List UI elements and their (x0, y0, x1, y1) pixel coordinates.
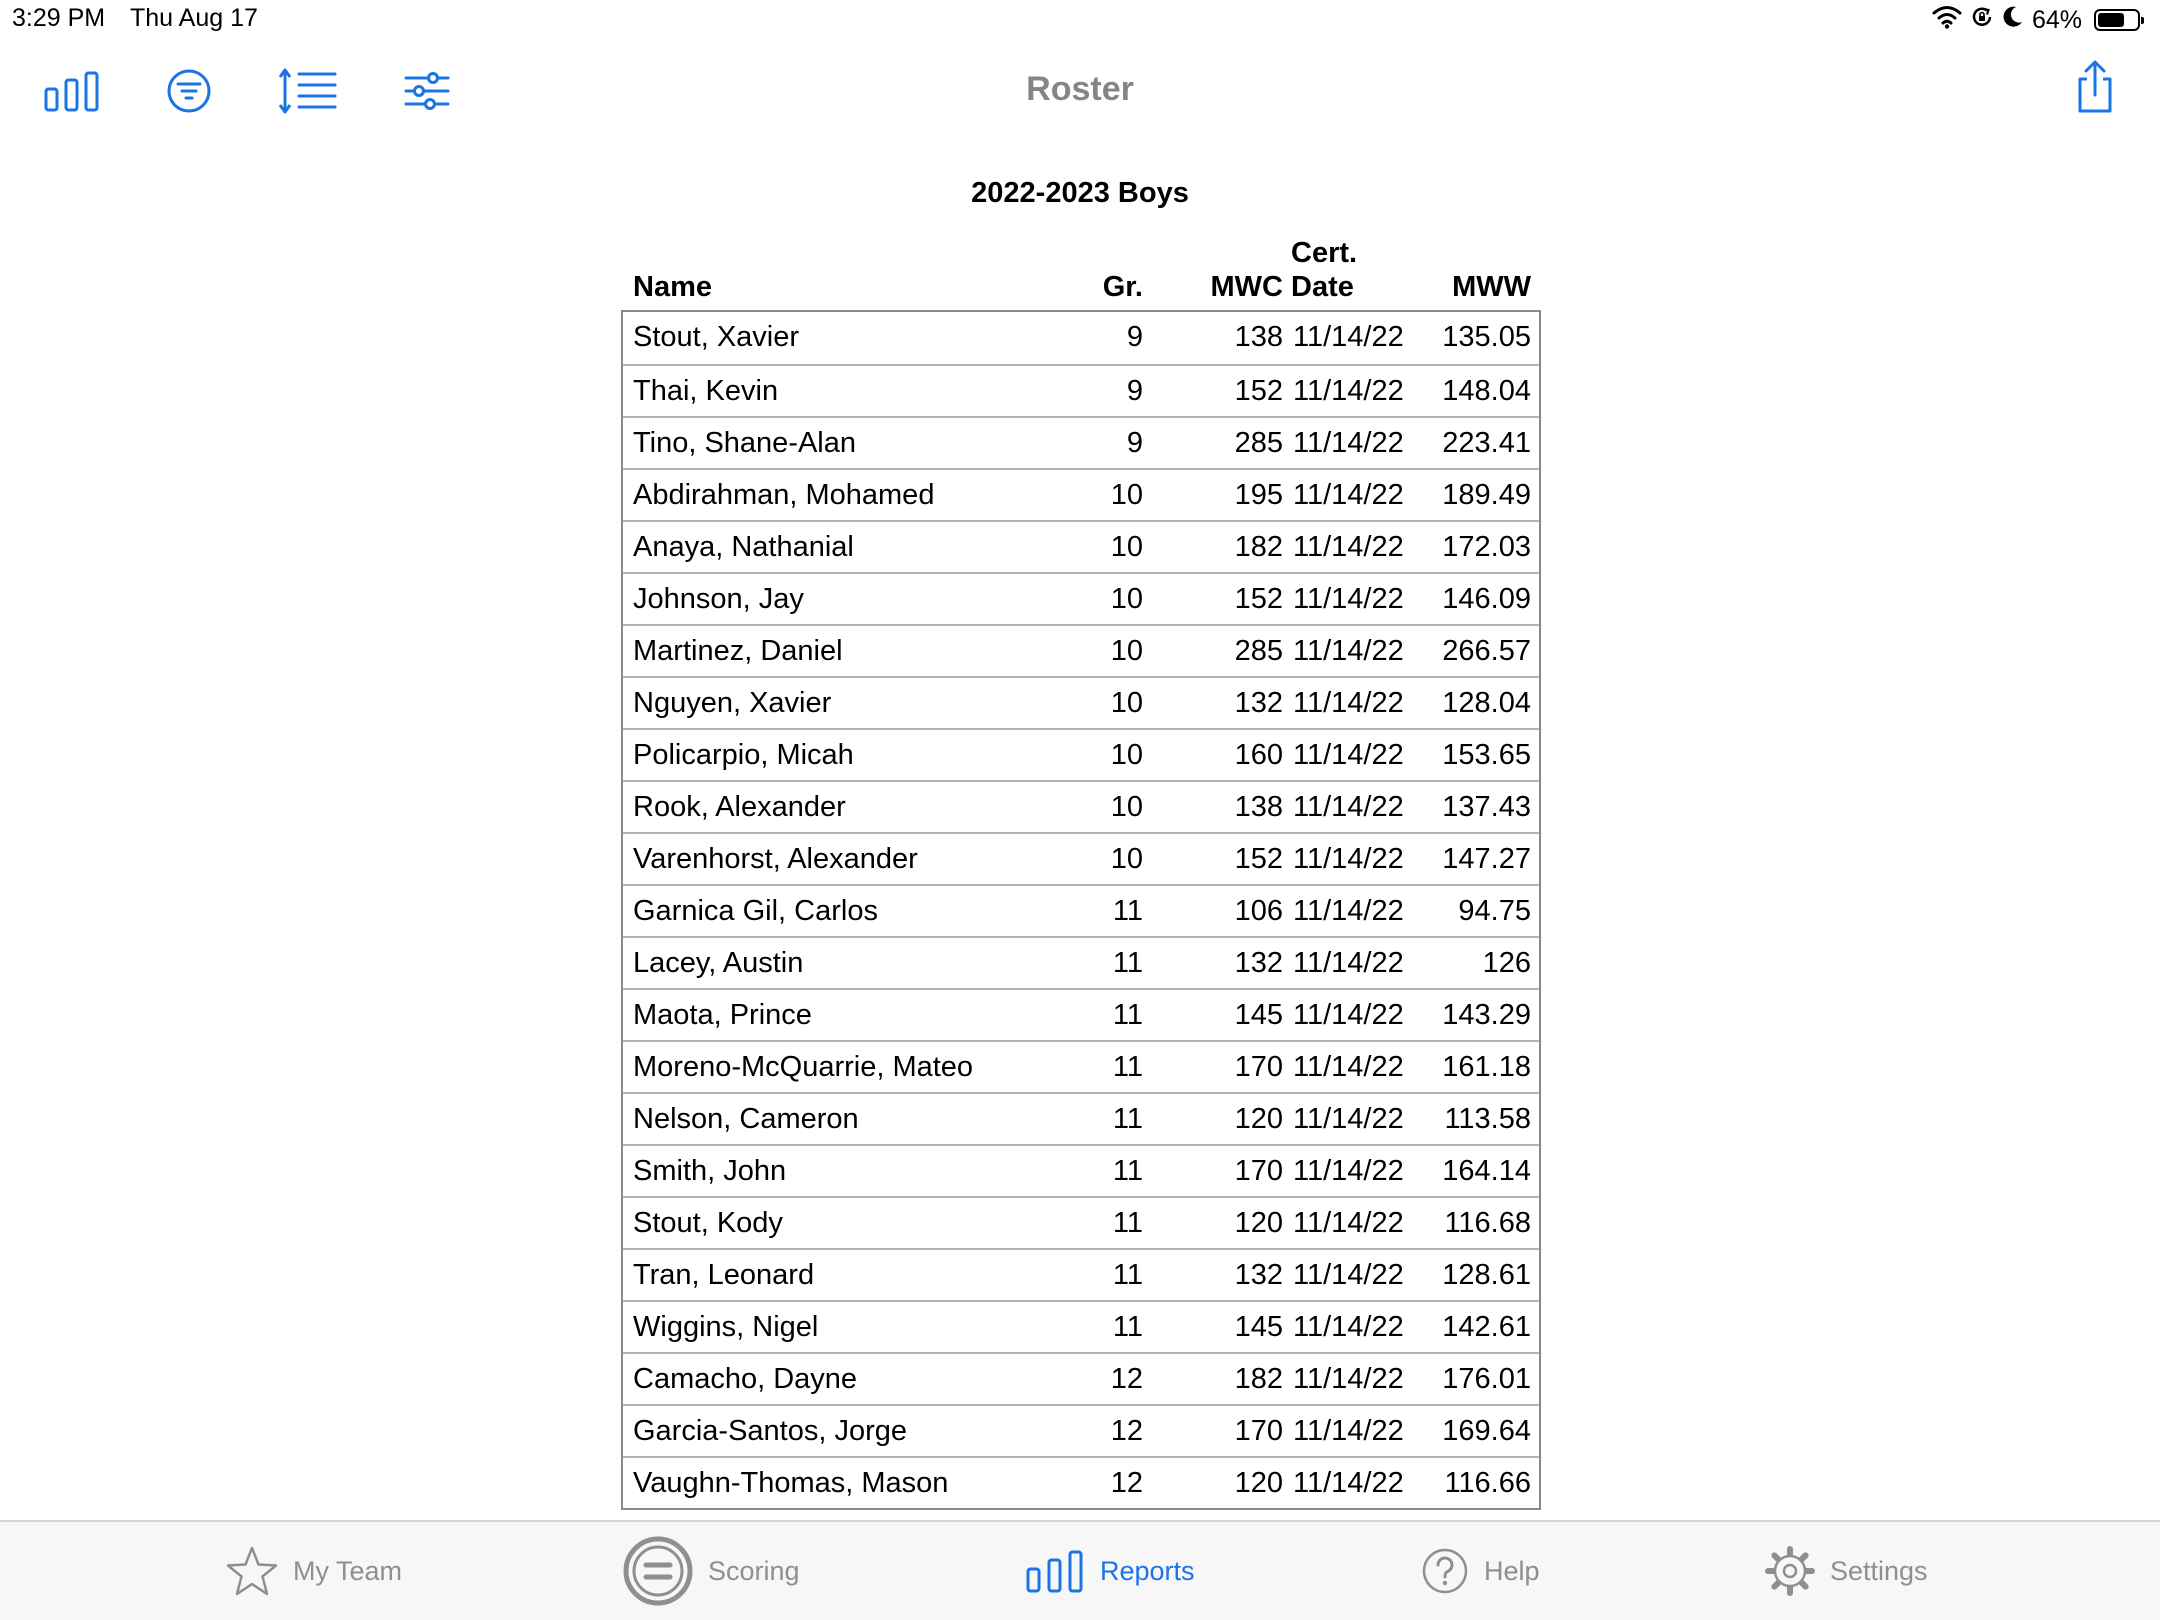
table-header (621, 230, 1541, 310)
cell-cert-date: 11/14/22 (1293, 895, 1404, 927)
cell-mwc: 138 (1234, 791, 1283, 823)
table-row (623, 832, 1539, 884)
cell-mwc: 120 (1234, 1467, 1283, 1499)
cell-grade: 10 (1110, 687, 1143, 719)
cell-cert-date: 11/14/22 (1293, 635, 1404, 667)
cell-grade: 11 (1112, 895, 1143, 927)
cell-name: Maota, Prince (633, 999, 812, 1031)
table-row (623, 1144, 1539, 1196)
table-row (623, 312, 1539, 364)
cell-grade: 10 (1110, 843, 1143, 875)
cell-grade: 9 (1126, 427, 1143, 459)
question-circle-icon (1420, 1546, 1470, 1596)
table-row (623, 1196, 1539, 1248)
cell-mww: 164.14 (1442, 1155, 1531, 1187)
cell-name: Wiggins, Nigel (633, 1311, 819, 1343)
tab-bar (0, 1520, 2160, 1620)
cell-name: Smith, John (633, 1155, 787, 1187)
cell-mww: 148.04 (1442, 375, 1531, 407)
cell-mww: 137.43 (1442, 791, 1531, 823)
cell-name: Moreno-McQuarrie, Mateo (633, 1051, 974, 1083)
table-row (623, 1404, 1539, 1456)
cell-mwc: 285 (1234, 635, 1283, 667)
column-header-name: Name (633, 271, 712, 303)
status-time: 3:29 PM (12, 4, 106, 32)
cell-grade: 11 (1112, 1103, 1143, 1135)
cell-grade: 11 (1112, 1155, 1143, 1187)
cell-cert-date: 11/14/22 (1293, 947, 1404, 979)
cell-grade: 10 (1110, 791, 1143, 823)
cell-name: Garnica Gil, Carlos (633, 895, 878, 927)
cell-grade: 11 (1112, 1207, 1143, 1239)
cell-grade: 11 (1112, 1259, 1143, 1291)
tab-help[interactable] (1420, 1536, 1540, 1606)
cell-grade: 9 (1126, 321, 1143, 353)
star-icon (225, 1545, 279, 1597)
cell-name: Abdirahman, Mohamed (633, 479, 935, 511)
cell-name: Stout, Xavier (633, 321, 800, 353)
table-row (623, 728, 1539, 780)
page-title: Roster (1026, 70, 1134, 108)
cell-mww: 116.68 (1444, 1207, 1531, 1239)
bar-chart-icon (1024, 1548, 1086, 1594)
cell-cert-date: 11/14/22 (1293, 1415, 1404, 1447)
gear-icon (1764, 1545, 1816, 1597)
cell-mww: 135.05 (1442, 321, 1531, 353)
cell-name: Nguyen, Xavier (633, 687, 832, 719)
battery-icon (2094, 9, 2140, 31)
cell-grade: 10 (1110, 583, 1143, 615)
cell-cert-date: 11/14/22 (1293, 843, 1404, 875)
cell-cert-date: 11/14/22 (1293, 1103, 1404, 1135)
cell-mwc: 138 (1234, 321, 1283, 353)
cell-name: Vaughn-Thomas, Mason (633, 1467, 949, 1499)
cert-date-line2: Date (1291, 271, 1354, 303)
cell-mwc: 160 (1234, 739, 1283, 771)
cell-grade: 11 (1112, 947, 1143, 979)
cell-cert-date: 11/14/22 (1293, 1467, 1404, 1499)
table-row (623, 1352, 1539, 1404)
wifi-icon (1932, 5, 1962, 36)
cell-mww: 266.57 (1442, 635, 1531, 667)
share-icon (2072, 59, 2118, 115)
table-row (623, 572, 1539, 624)
cell-mww: 172.03 (1442, 531, 1531, 563)
cell-grade: 11 (1112, 1051, 1143, 1083)
cell-grade: 10 (1110, 739, 1143, 771)
cell-grade: 10 (1110, 479, 1143, 511)
cell-mwc: 152 (1234, 583, 1283, 615)
table-row (623, 780, 1539, 832)
cell-mwc: 170 (1234, 1155, 1283, 1187)
column-header-cert-date (1281, 236, 1431, 304)
cell-mwc: 152 (1234, 843, 1283, 875)
cell-mww: 116.66 (1444, 1467, 1531, 1499)
table-row (623, 1092, 1539, 1144)
cell-grade: 9 (1126, 375, 1143, 407)
roster-table (621, 230, 1541, 1510)
cell-mwc: 120 (1234, 1103, 1283, 1135)
cell-cert-date: 11/14/22 (1293, 531, 1404, 563)
cell-mww: 169.64 (1442, 1415, 1531, 1447)
cell-name: Thai, Kevin (633, 375, 779, 407)
tab-label-help: Help (1484, 1555, 1540, 1586)
cell-cert-date: 11/14/22 (1293, 1311, 1404, 1343)
cell-mww: 128.61 (1442, 1259, 1531, 1291)
table-body (621, 310, 1541, 1510)
table-row (623, 1040, 1539, 1092)
cell-cert-date: 11/14/22 (1293, 1155, 1404, 1187)
cell-name: Martinez, Daniel (633, 635, 843, 667)
battery-percent: 64% (2031, 5, 2082, 34)
cell-mwc: 120 (1234, 1207, 1283, 1239)
table-row (623, 624, 1539, 676)
tab-label-settings: Settings (1830, 1555, 1928, 1586)
cell-name: Rook, Alexander (633, 791, 846, 823)
cell-mww: 128.04 (1442, 687, 1531, 719)
cell-cert-date: 11/14/22 (1293, 321, 1404, 353)
cell-mww: 147.27 (1442, 843, 1531, 875)
cell-mwc: 145 (1234, 999, 1283, 1031)
column-header-mwc: MWC (1210, 271, 1283, 303)
cell-cert-date: 11/14/22 (1293, 791, 1404, 823)
table-row (623, 884, 1539, 936)
tab-settings[interactable] (1764, 1536, 1928, 1606)
cell-mwc: 132 (1234, 947, 1283, 979)
cell-mww: 153.65 (1442, 739, 1531, 771)
cell-grade: 12 (1110, 1415, 1143, 1447)
cell-mww: 142.61 (1442, 1311, 1531, 1343)
cell-name: Tran, Leonard (633, 1259, 815, 1291)
cell-mwc: 285 (1234, 427, 1283, 459)
cell-grade: 11 (1112, 999, 1143, 1031)
cell-grade: 10 (1110, 531, 1143, 563)
tab-label-reports: Reports (1100, 1555, 1195, 1586)
cell-name: Varenhorst, Alexander (633, 843, 918, 875)
cell-cert-date: 11/14/22 (1293, 999, 1404, 1031)
table-row (623, 364, 1539, 416)
cell-grade: 12 (1110, 1363, 1143, 1395)
cell-mww: 143.29 (1442, 999, 1531, 1031)
cell-mwc: 152 (1234, 375, 1283, 407)
status-date: Thu Aug 17 (130, 4, 258, 32)
cell-mwc: 106 (1234, 895, 1283, 927)
cell-mwc: 182 (1234, 1363, 1283, 1395)
table-row (623, 676, 1539, 728)
scoring-icon (622, 1535, 694, 1607)
cell-mwc: 145 (1234, 1311, 1283, 1343)
cell-name: Garcia-Santos, Jorge (633, 1415, 908, 1447)
table-row (623, 1248, 1539, 1300)
table-row (623, 416, 1539, 468)
status-indicators (1932, 4, 2140, 36)
cell-grade: 12 (1110, 1467, 1143, 1499)
tab-scoring[interactable] (622, 1536, 800, 1606)
tab-label-my-team: My Team (293, 1555, 403, 1586)
cell-cert-date: 11/14/22 (1293, 583, 1404, 615)
cell-cert-date: 11/14/22 (1293, 479, 1404, 511)
cell-name: Policarpio, Micah (633, 739, 854, 771)
cell-cert-date: 11/14/22 (1293, 739, 1404, 771)
cell-cert-date: 11/14/22 (1293, 687, 1404, 719)
cell-cert-date: 11/14/22 (1293, 1207, 1404, 1239)
cell-name: Johnson, Jay (633, 583, 804, 615)
cell-mwc: 132 (1234, 687, 1283, 719)
table-row (623, 468, 1539, 520)
tab-my-team[interactable] (225, 1536, 402, 1606)
cell-mww: 126 (1482, 947, 1531, 979)
table-row (623, 936, 1539, 988)
tab-reports[interactable] (1024, 1536, 1195, 1606)
cell-mww: 113.58 (1444, 1103, 1531, 1135)
cell-grade: 10 (1110, 635, 1143, 667)
cell-name: Stout, Kody (633, 1207, 783, 1239)
table-row (623, 520, 1539, 572)
cell-name: Camacho, Dayne (633, 1363, 858, 1395)
tab-label-scoring: Scoring (708, 1555, 800, 1586)
cell-mwc: 182 (1234, 531, 1283, 563)
column-header-mww: MWW (1452, 271, 1531, 303)
cell-grade: 11 (1112, 1311, 1143, 1343)
cell-mww: 176.01 (1442, 1363, 1531, 1395)
cell-mww: 94.75 (1458, 895, 1531, 927)
cell-cert-date: 11/14/22 (1293, 375, 1404, 407)
cell-name: Anaya, Nathanial (633, 531, 854, 563)
cell-mwc: 132 (1234, 1259, 1283, 1291)
cell-name: Nelson, Cameron (633, 1103, 859, 1135)
cell-cert-date: 11/14/22 (1293, 1051, 1404, 1083)
table-row (623, 988, 1539, 1040)
cell-name: Tino, Shane-Alan (633, 427, 857, 459)
cell-cert-date: 11/14/22 (1293, 427, 1404, 459)
cell-name: Lacey, Austin (633, 947, 804, 979)
status-bar (0, 0, 2160, 40)
cell-mwc: 195 (1234, 479, 1283, 511)
table-row (623, 1300, 1539, 1352)
cell-mww: 161.18 (1442, 1051, 1531, 1083)
cert-date-line1: Cert. (1291, 237, 1358, 269)
moon-icon (2002, 5, 2024, 36)
table-row (623, 1456, 1539, 1508)
report-title: 2022-2023 Boys (971, 177, 1189, 209)
cell-cert-date: 11/14/22 (1293, 1363, 1404, 1395)
cell-mwc: 170 (1234, 1415, 1283, 1447)
orientation-lock-icon (1970, 5, 1994, 36)
cell-cert-date: 11/14/22 (1293, 1259, 1404, 1291)
column-header-grade: Gr. (1102, 271, 1143, 303)
cell-mww: 189.49 (1442, 479, 1531, 511)
cell-mwc: 170 (1234, 1051, 1283, 1083)
share-button[interactable] (2060, 58, 2130, 116)
toolbar (0, 50, 2160, 130)
cell-mww: 223.41 (1442, 427, 1531, 459)
cell-mww: 146.09 (1442, 583, 1531, 615)
